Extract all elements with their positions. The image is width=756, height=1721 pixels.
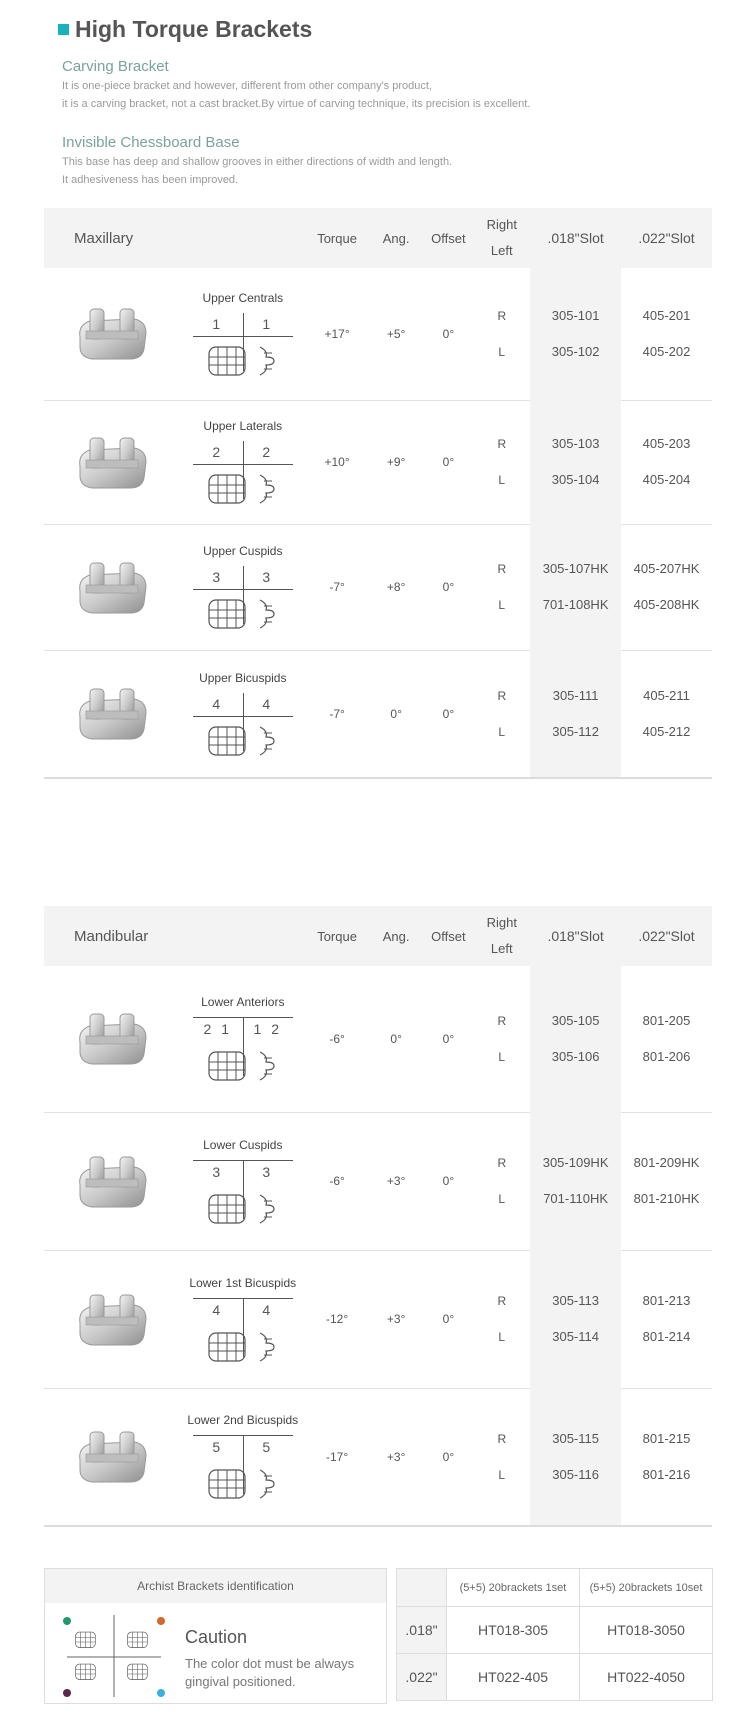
kit-col2-header: (5+5) 20brackets 10set <box>580 1569 713 1607</box>
tooth-diagram <box>180 400 305 524</box>
side-left: L <box>498 1049 506 1064</box>
side-values <box>473 650 530 778</box>
tooth-number-right: 2 <box>262 444 274 460</box>
code-right: 405-207HK <box>633 561 700 576</box>
slot018-codes <box>530 268 621 400</box>
profile-icon <box>256 1193 278 1225</box>
table-row <box>44 268 712 400</box>
side-values <box>473 1388 530 1526</box>
slot022-codes <box>621 650 712 778</box>
side-left: L <box>498 1192 506 1206</box>
ang-value: +3° <box>369 1112 424 1250</box>
code-right: 405-203 <box>642 436 691 451</box>
color-dot <box>63 1689 71 1697</box>
bracket-photo <box>44 966 180 1112</box>
code-left: 801-210HK <box>633 1191 700 1206</box>
bracket-photo-icon <box>72 1145 152 1215</box>
tooth-number-left: 3 <box>212 569 224 585</box>
side-left: L <box>498 1467 506 1482</box>
base-icon <box>208 345 246 377</box>
base-icon <box>208 1331 246 1363</box>
slot018-header: .018"Slot <box>530 208 621 268</box>
offset-value: 0° <box>423 650 473 778</box>
feature-title: Carving Bracket <box>62 58 169 75</box>
bracket-photo <box>44 650 180 778</box>
table-row <box>44 524 712 650</box>
code-left: 305-102 <box>551 344 600 359</box>
slot018-codes <box>530 650 621 778</box>
side-right: R <box>497 1156 507 1170</box>
tooth-number-right: 4 <box>262 695 274 712</box>
tooth-grid <box>193 693 293 717</box>
side-values <box>473 400 530 524</box>
tooth-name: Lower Cuspids <box>203 1137 283 1152</box>
side-left: L <box>498 473 506 487</box>
tooth-number-left: 2 1 <box>203 1021 233 1038</box>
tooth-grid <box>193 441 293 465</box>
ang-value: +8° <box>369 524 424 650</box>
torque-value: +10° <box>305 400 369 524</box>
slot018-codes <box>530 1388 621 1526</box>
code-left: 801-216 <box>642 1466 691 1482</box>
slot022-codes <box>621 1250 712 1388</box>
side-values <box>473 524 530 650</box>
ang-value: 0° <box>369 650 424 778</box>
code-left: 405-204 <box>642 472 691 487</box>
code-right: 305-113 <box>552 1293 599 1308</box>
side-right: R <box>497 688 507 703</box>
base-icon <box>208 1468 246 1500</box>
table-row <box>44 1112 712 1250</box>
slot022-codes <box>621 1112 712 1250</box>
feature-line: It adhesiveness has been improved. <box>62 174 239 186</box>
kit-row-label: .022" <box>397 1654 447 1701</box>
tooth-diagram <box>180 524 305 650</box>
identification-diagram-icon <box>59 1613 169 1699</box>
code-left: 405-202 <box>642 343 691 359</box>
tooth-grid <box>193 313 293 337</box>
slot022-header: .022"Slot <box>621 906 712 966</box>
profile-icon <box>256 725 278 757</box>
side-left: L <box>498 724 506 739</box>
tooth-grid <box>193 1299 293 1323</box>
profile-icon <box>256 1331 278 1363</box>
tooth-diagram <box>180 1250 305 1388</box>
profile-icon <box>256 1468 278 1500</box>
bracket-photo-icon <box>72 426 152 496</box>
offset-value: 0° <box>423 966 473 1112</box>
torque-value: -17° <box>305 1388 369 1526</box>
tooth-diagram <box>180 650 305 778</box>
left-header: Left <box>490 941 513 956</box>
side-values <box>473 966 530 1112</box>
table-row <box>44 650 712 778</box>
tooth-diagram <box>180 1388 305 1526</box>
tooth-name: Lower 1st Bicuspids <box>189 1275 297 1290</box>
side-right: R <box>497 437 507 451</box>
tooth-number-left: 4 <box>212 695 224 712</box>
code-left: 305-114 <box>552 1329 599 1344</box>
torque-header: Torque <box>305 906 369 966</box>
kit-row-label: .018" <box>397 1607 447 1654</box>
right-left-header <box>473 906 530 966</box>
bracket-photo <box>44 1112 180 1250</box>
table-row <box>44 966 712 1112</box>
offset-value: 0° <box>423 400 473 524</box>
identification-header: Archist Brackets identification <box>45 1569 386 1603</box>
right-left-header <box>473 208 530 268</box>
ang-value: +9° <box>369 400 424 524</box>
torque-value: -7° <box>305 650 369 778</box>
code-right: 801-209HK <box>633 1155 700 1170</box>
table-row <box>44 1388 712 1526</box>
kit-code: HT018-3050 <box>580 1607 713 1654</box>
code-left: 801-206 <box>642 1048 691 1064</box>
table-row <box>44 1250 712 1388</box>
color-dot <box>157 1617 165 1625</box>
table-row <box>44 400 712 524</box>
bracket-photo-icon <box>72 551 152 621</box>
bracket-photo <box>44 268 180 400</box>
offset-value: 0° <box>423 1250 473 1388</box>
bracket-photo <box>44 524 180 650</box>
kit-row <box>397 1654 713 1701</box>
tooth-grid <box>193 1161 293 1185</box>
kit-row <box>397 1607 713 1654</box>
torque-value: -12° <box>305 1250 369 1388</box>
slot018-header: .018"Slot <box>530 906 621 966</box>
tooth-number-right: 4 <box>262 1301 274 1318</box>
feature-title: Invisible Chessboard Base <box>62 134 240 151</box>
kit-header-empty <box>397 1569 447 1607</box>
ang-value: +3° <box>369 1250 424 1388</box>
tooth-number-right: 1 <box>262 315 274 332</box>
bracket-photo <box>44 1250 180 1388</box>
base-icon <box>208 598 246 630</box>
bracket-photo-icon <box>72 1420 152 1490</box>
slot018-codes <box>530 400 621 524</box>
feature-line: This base has deep and shallow grooves in either directions of width and length. <box>62 156 453 168</box>
torque-value: -6° <box>305 1112 369 1250</box>
base-icon <box>208 473 246 505</box>
code-left: 305-106 <box>551 1049 600 1064</box>
tooth-diagram <box>180 268 305 400</box>
tooth-grid <box>193 566 293 590</box>
page-title: High Torque Brackets <box>75 16 313 42</box>
torque-value: -7° <box>305 524 369 650</box>
tooth-number-left: 2 <box>212 444 224 460</box>
offset-value: 0° <box>423 268 473 400</box>
side-values <box>473 1112 530 1250</box>
ang-value: +5° <box>369 268 424 400</box>
bracket-photo-icon <box>72 1283 152 1353</box>
maxillary-label: Maxillary <box>44 208 305 268</box>
offset-value: 0° <box>423 1112 473 1250</box>
base-icon <box>208 1193 246 1225</box>
code-right: 801-213 <box>642 1293 691 1308</box>
feature-line: It is one-piece bracket and however, different from other company's product, <box>62 80 432 92</box>
side-values <box>473 1250 530 1388</box>
side-right: R <box>497 1294 507 1308</box>
slot018-codes <box>530 1112 621 1250</box>
offset-header: Offset <box>423 208 473 268</box>
code-left: 305-104 <box>551 472 600 487</box>
bracket-photo-icon <box>72 677 152 747</box>
title-square-icon <box>58 24 69 35</box>
kit-code: HT022-4050 <box>580 1654 713 1701</box>
tooth-number-right: 3 <box>262 1163 274 1180</box>
bracket-photo-icon <box>72 1002 152 1072</box>
right-header: Right <box>486 217 517 232</box>
tooth-number-left: 3 <box>212 1163 224 1180</box>
page-header <box>58 16 312 43</box>
tooth-name: Upper Cuspids <box>203 544 283 558</box>
offset-value: 0° <box>423 1388 473 1526</box>
identification-box <box>44 1568 387 1704</box>
code-left: 405-208HK <box>633 597 700 612</box>
tooth-grid <box>193 1018 293 1042</box>
kit-code: HT022-405 <box>447 1654 580 1701</box>
torque-value: -6° <box>305 966 369 1112</box>
profile-icon <box>256 473 278 505</box>
code-right: 801-215 <box>642 1430 691 1446</box>
profile-icon <box>256 1050 278 1082</box>
code-left: 405-212 <box>642 723 691 739</box>
offset-value: 0° <box>423 524 473 650</box>
offset-header: Offset <box>423 906 473 966</box>
code-left: 701-108HK <box>542 597 609 612</box>
ang-header: Ang. <box>369 906 424 966</box>
code-right: 305-107HK <box>542 561 609 576</box>
base-icon <box>208 1050 246 1082</box>
slot022-header: .022"Slot <box>621 208 712 268</box>
slot022-codes <box>621 524 712 650</box>
table-header-row <box>44 906 712 966</box>
code-right: 305-101 <box>551 308 600 323</box>
tooth-diagram <box>180 966 305 1112</box>
caution-title: Caution <box>185 1627 248 1647</box>
tooth-number-right: 3 <box>262 569 274 585</box>
tooth-name: Upper Laterals <box>203 419 283 433</box>
code-left: 701-110HK <box>543 1191 609 1206</box>
slot022-codes <box>621 268 712 400</box>
torque-header: Torque <box>305 208 369 268</box>
caution-text: The color dot must be always gingival positioned. <box>185 1656 355 1689</box>
slot018-codes <box>530 1250 621 1388</box>
code-right: 305-115 <box>552 1430 599 1446</box>
side-right: R <box>497 1013 507 1028</box>
torque-value: +17° <box>305 268 369 400</box>
table-header-row <box>44 208 712 268</box>
kit-table <box>396 1568 713 1701</box>
tooth-number-right: 1 2 <box>253 1021 283 1038</box>
bracket-photo <box>44 400 180 524</box>
kit-header-row <box>397 1569 713 1607</box>
color-dot <box>63 1617 71 1625</box>
slot022-codes <box>621 966 712 1112</box>
side-right: R <box>497 562 507 576</box>
tooth-name: Lower 2nd Bicuspids <box>187 1413 299 1428</box>
code-right: 305-111 <box>552 687 599 703</box>
ang-value: 0° <box>369 966 424 1112</box>
bracket-photo-icon <box>72 297 152 367</box>
side-right: R <box>497 308 507 323</box>
bracket-photo <box>44 1388 180 1526</box>
code-right: 305-103 <box>551 436 600 451</box>
color-dot <box>157 1689 165 1697</box>
feature-line: it is a carving bracket, not a cast bracket.By virtue of carving technique, its precision is excellent. <box>62 98 531 110</box>
base-icon <box>208 725 246 757</box>
tooth-grid <box>193 1436 293 1460</box>
slot022-codes <box>621 1388 712 1526</box>
tooth-name: Lower Anteriors <box>201 995 285 1010</box>
mandibular-table <box>44 906 712 1527</box>
kit-col1-header: (5+5) 20brackets 1set <box>447 1569 580 1607</box>
tooth-diagram <box>180 1112 305 1250</box>
code-right: 305-109HK <box>542 1155 609 1170</box>
side-left: L <box>498 1330 506 1344</box>
side-right: R <box>497 1431 507 1446</box>
slot018-codes <box>530 524 621 650</box>
mandibular-label: Mandibular <box>44 906 305 966</box>
slot018-codes <box>530 966 621 1112</box>
code-left: 801-214 <box>642 1329 691 1344</box>
tooth-number-left: 1 <box>212 315 224 332</box>
code-right: 801-205 <box>642 1012 691 1028</box>
side-left: L <box>498 598 506 612</box>
right-header: Right <box>486 915 517 930</box>
maxillary-table <box>44 208 712 779</box>
kit-code: HT018-305 <box>447 1607 580 1654</box>
code-left: 305-112 <box>552 723 599 739</box>
tooth-name: Upper Bicuspids <box>199 670 287 685</box>
feature-chessboard <box>62 134 452 189</box>
code-left: 305-116 <box>552 1466 599 1482</box>
tooth-number-right: 5 <box>262 1439 274 1456</box>
profile-icon <box>256 598 278 630</box>
code-right: 405-201 <box>642 307 691 323</box>
ang-header: Ang. <box>369 208 424 268</box>
feature-carving <box>62 58 530 113</box>
tooth-number-left: 5 <box>212 1439 224 1456</box>
code-right: 405-211 <box>643 687 690 703</box>
tooth-name: Upper Centrals <box>202 290 284 305</box>
code-right: 305-105 <box>551 1013 600 1028</box>
ang-value: +3° <box>369 1388 424 1526</box>
side-values <box>473 268 530 400</box>
profile-icon <box>256 345 278 377</box>
left-header: Left <box>490 243 513 258</box>
side-left: L <box>498 344 506 359</box>
slot022-codes <box>621 400 712 524</box>
tooth-number-left: 4 <box>212 1301 224 1318</box>
